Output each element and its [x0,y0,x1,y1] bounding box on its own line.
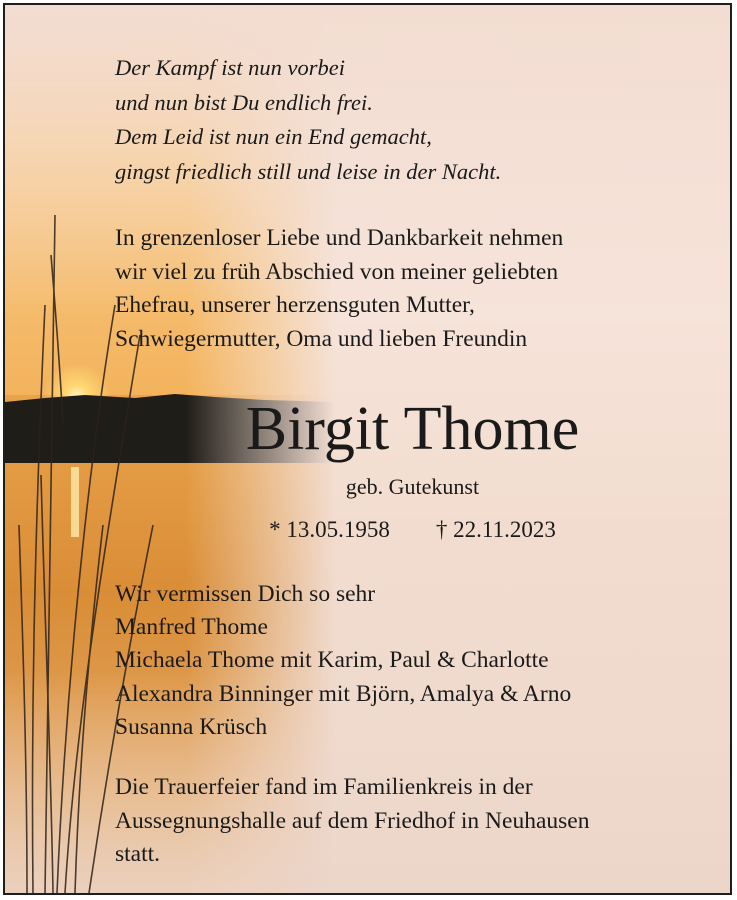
funeral-line: statt. [115,841,161,867]
birth-date: * 13.05.1958 [269,517,390,542]
funeral-line: Aussegnungshalle auf dem Friedhof in Neuhausen [115,807,590,834]
life-dates [5,514,730,546]
poem [115,51,720,189]
poem-line: Der Kampf ist nun vorbei [115,55,345,80]
deceased-name: Birgit Thome [245,395,580,463]
mourner-line: Wir vermissen Dich so sehr [115,581,376,607]
mourner-line: Michaela Thome mit Karim, Paul & Charlotte [115,647,549,674]
intro-line: wir viel zu früh Abschied von meiner geliebten [115,258,559,285]
poem-line: gingst friedlich still und leise in der Nacht. [115,158,502,184]
maiden-name: geb. Gutekunst [345,474,480,499]
obituary-notice [3,3,732,895]
poem-line: Dem Leid ist nun ein End gemacht, [115,124,432,149]
intro-line: Schwiegermutter, Oma und lieben Freundin [115,325,528,352]
funeral-note [115,771,720,872]
mourners-list [115,578,720,744]
mourner-line: Susanna Krüsch [115,713,268,740]
intro-text [115,222,720,356]
intro-line: In grenzenloser Liebe und Dankbarkeit nehmen [115,225,564,251]
mourner-line: Manfred Thome [115,614,268,641]
mourner-line: Alexandra Binninger mit Björn, Amalya & Arno [115,680,572,707]
intro-line: Ehefrau, unserer herzensguten Mutter, [115,292,475,318]
poem-line: und nun bist Du endlich frei. [115,89,373,115]
death-date: † 22.11.2023 [435,517,556,542]
funeral-line: Die Trauerfeier fand im Familienkreis in der [115,774,533,800]
